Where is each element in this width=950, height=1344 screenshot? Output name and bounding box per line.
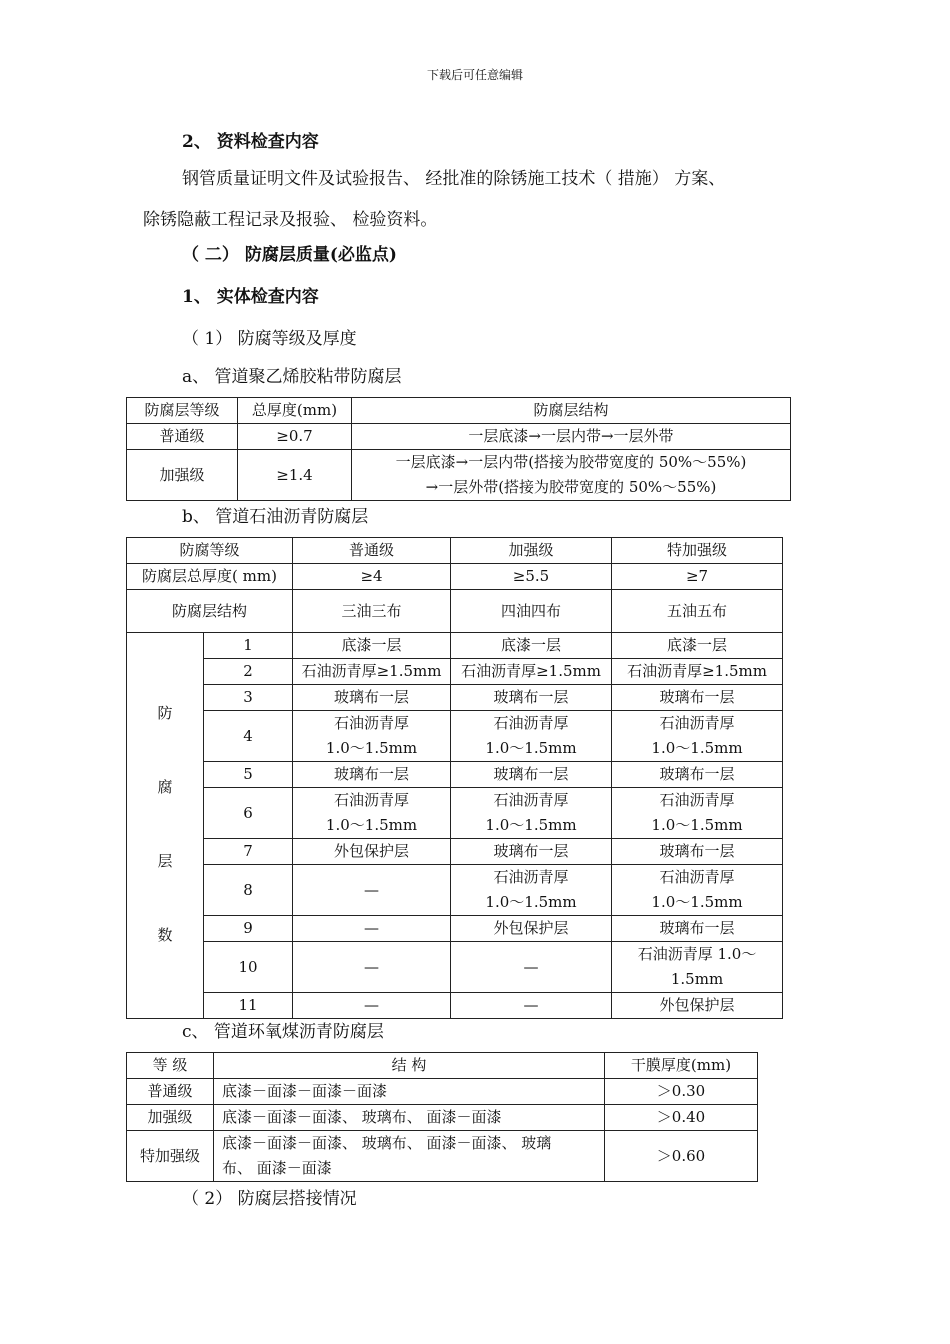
structure-cell: [352, 450, 791, 501]
layer-cell-line: 1.0～1.5mm: [485, 739, 577, 757]
layer-number-cell: 7: [204, 839, 293, 865]
layer-count-char: 防: [157, 704, 173, 722]
subsection-overlap: （ 2） 防腐层搭接情况: [182, 1189, 357, 1209]
table-row: [127, 659, 783, 685]
section-title-inspection: 1、 实体检查内容: [182, 287, 319, 307]
table-row: [127, 450, 791, 501]
header-cell: 防腐层等级: [127, 398, 238, 424]
header-cell: 等 级: [127, 1053, 214, 1079]
layer-cell-line: 1.0～1.5mm: [651, 816, 743, 834]
structure-label-cell: 防腐层结构: [127, 590, 293, 633]
grade-cell: 普通级: [127, 1079, 214, 1105]
table-petroleum-asphalt: [126, 537, 783, 1019]
layer-cell: [293, 865, 451, 916]
layer-cell: [293, 993, 451, 1019]
layer-cell-line: 1.0～1.5mm: [325, 816, 418, 834]
layer-cell: [451, 659, 612, 685]
layer-cell: [612, 685, 783, 711]
layer-cell: [612, 711, 783, 762]
header-cell: 干膜厚度(mm): [605, 1053, 758, 1079]
layer-cell-line: 石油沥青厚≥1.5mm: [627, 662, 767, 680]
paragraph-line-2: 除锈隐蔽工程记录及报验、 检验资料。: [143, 210, 438, 230]
table-row: [127, 1131, 758, 1182]
layer-cell-line: —: [523, 996, 539, 1014]
header-cell: 总厚度(mm): [238, 398, 352, 424]
layer-number-cell: 4: [204, 711, 293, 762]
layer-cell: [612, 788, 783, 839]
layer-cell: [612, 865, 783, 916]
layer-number-cell: 3: [204, 685, 293, 711]
grade-label-cell: 防腐等级: [127, 538, 293, 564]
layer-cell: [612, 942, 783, 993]
layer-cell-line: —: [364, 919, 380, 937]
layer-cell-line: 1.0～1.5mm: [485, 893, 577, 911]
layer-cell-line: 底漆一层: [667, 636, 728, 654]
layer-cell: [612, 839, 783, 865]
layer-cell-line: 底漆一层: [341, 636, 402, 654]
table-polyethylene-tape: [126, 397, 791, 501]
layer-cell-line: 玻璃布一层: [659, 919, 735, 937]
layer-number-cell: 8: [204, 865, 293, 916]
table-row: [127, 424, 791, 450]
layer-cell: [451, 839, 612, 865]
layer-cell-line: 玻璃布一层: [659, 688, 735, 706]
thickness-cell: ≥7: [612, 564, 783, 590]
grade-cell: 加强级: [127, 1105, 214, 1131]
layer-cell: [451, 993, 612, 1019]
page-header: 下载后可任意编辑: [426, 68, 523, 82]
thickness-cell: ＞0.40: [605, 1105, 758, 1131]
structure-cell: 底漆－面漆－面漆－面漆: [214, 1079, 605, 1105]
layer-cell-line: 石油沥青厚: [659, 714, 735, 732]
layer-cell-line: 玻璃布一层: [659, 765, 735, 783]
layer-cell-line: 1.0～1.5mm: [651, 739, 743, 757]
table-row: [127, 762, 783, 788]
layer-cell-line: 石油沥青厚: [493, 791, 569, 809]
layer-cell: [612, 762, 783, 788]
structure-cell: 五油五布: [612, 590, 783, 633]
table-row: [127, 1079, 758, 1105]
grade-cell: 加强级: [127, 450, 238, 501]
subtitle-table-c: c、 管道环氧煤沥青防腐层: [182, 1022, 384, 1042]
layer-cell-line: 石油沥青厚: [493, 714, 569, 732]
table-row: [127, 942, 783, 993]
layer-cell-line: —: [364, 957, 380, 976]
structure-cell: 一层底漆→一层内带→一层外带: [352, 424, 791, 450]
layer-cell: [293, 633, 451, 659]
table-row: [127, 839, 783, 865]
thickness-cell: ≥0.7: [238, 424, 352, 450]
table-row: [127, 916, 783, 942]
layer-number-cell: 11: [204, 993, 293, 1019]
section-title-coating: （ 二） 防腐层质量(必监点): [182, 245, 397, 265]
thickness-label-cell: 防腐层总厚度( mm): [127, 564, 293, 590]
layer-cell-line: 外包保护层: [659, 996, 735, 1014]
thickness-cell: ＞0.60: [605, 1131, 758, 1182]
thickness-cell: ≥1.4: [238, 450, 352, 501]
layer-cell: [451, 788, 612, 839]
structure-cell: 三油三布: [293, 590, 451, 633]
layer-cell-line: —: [523, 957, 539, 976]
layer-cell-line: 石油沥青厚≥1.5mm: [461, 662, 601, 680]
table-row: [127, 711, 783, 762]
layer-count-label: [127, 633, 204, 1019]
table-row: [127, 685, 783, 711]
layer-cell: [451, 711, 612, 762]
table-row: [127, 788, 783, 839]
layer-number-cell: 10: [204, 942, 293, 993]
layer-cell-line: —: [364, 880, 380, 899]
table-row: [127, 993, 783, 1019]
table-row: [127, 1053, 758, 1079]
layer-count-char: 层: [157, 852, 173, 870]
layer-cell-line: 玻璃布一层: [334, 765, 410, 783]
layer-cell: [612, 633, 783, 659]
table-row: [127, 590, 783, 633]
table-row: [127, 564, 783, 590]
subtitle-table-a: a、 管道聚乙烯胶粘带防腐层: [182, 367, 402, 387]
layer-cell: [451, 633, 612, 659]
thickness-cell: ≥4: [293, 564, 451, 590]
thickness-cell: ≥5.5: [451, 564, 612, 590]
layer-cell-line: —: [364, 996, 380, 1014]
layer-count-char: 腐: [157, 778, 173, 796]
layer-cell-line: 底漆一层: [501, 636, 562, 654]
grade-cell: 特加强级: [127, 1131, 214, 1182]
grade-cell: 特加强级: [612, 538, 783, 564]
table-row: [127, 1105, 758, 1131]
paragraph-line-1: 钢管质量证明文件及试验报告、 经批准的除锈施工技术（ 措施） 方案、: [182, 169, 726, 189]
layer-cell: [451, 685, 612, 711]
layer-cell-line: 玻璃布一层: [493, 688, 569, 706]
layer-cell: [612, 659, 783, 685]
layer-cell: [293, 685, 451, 711]
layer-cell: [612, 993, 783, 1019]
layer-cell-line: 玻璃布一层: [334, 688, 410, 706]
table-row: [127, 538, 783, 564]
layer-number-cell: 5: [204, 762, 293, 788]
structure-line: 底漆－面漆－面漆、 玻璃布、 面漆－面漆、 玻璃: [222, 1134, 552, 1152]
layer-cell: [451, 916, 612, 942]
grade-cell: 普通级: [127, 424, 238, 450]
layer-cell: [612, 916, 783, 942]
layer-cell-line: 1.0～1.5mm: [325, 739, 418, 757]
layer-number-cell: 6: [204, 788, 293, 839]
layer-cell: [293, 711, 451, 762]
layer-cell: [451, 865, 612, 916]
layer-cell-line: 石油沥青厚: [334, 791, 410, 809]
structure-cell: [214, 1131, 605, 1182]
table-epoxy-coal-tar: [126, 1052, 758, 1182]
layer-cell: [451, 942, 612, 993]
subsection-grade-thickness: （ 1） 防腐等级及厚度: [182, 329, 357, 349]
header-cell: 结 构: [214, 1053, 605, 1079]
layer-number-cell: 9: [204, 916, 293, 942]
section-title-materials: 2、 资料检查内容: [182, 132, 319, 152]
layer-cell-line: 石油沥青厚 1.0～: [637, 945, 757, 963]
layer-number-cell: 2: [204, 659, 293, 685]
layer-count-char: 数: [157, 926, 173, 944]
layer-cell-line: 石油沥青厚≥1.5mm: [301, 662, 442, 680]
layer-cell-line: 外包保护层: [493, 919, 569, 937]
layer-cell: [293, 839, 451, 865]
layer-rows: [127, 633, 783, 1019]
layer-cell: [293, 659, 451, 685]
structure-cell: 四油四布: [451, 590, 612, 633]
layer-cell-line: 玻璃布一层: [493, 765, 569, 783]
layer-cell-line: 玻璃布一层: [659, 842, 735, 860]
layer-cell-line: 1.0～1.5mm: [651, 893, 743, 911]
layer-cell: [293, 788, 451, 839]
table-row: [127, 633, 783, 659]
thickness-cell: ＞0.30: [605, 1079, 758, 1105]
structure-line: 布、 面漆－面漆: [222, 1159, 332, 1177]
layer-cell-line: 石油沥青厚: [659, 868, 735, 886]
structure-line: 一层底漆→一层内带(搭接为胶带宽度的 50%～55%): [395, 453, 747, 471]
layer-number-cell: 1: [204, 633, 293, 659]
layer-cell-line: 石油沥青厚: [659, 791, 735, 809]
structure-line: →一层外带(搭接为胶带宽度的 50%～55%): [425, 478, 717, 496]
layer-cell: [293, 762, 451, 788]
layer-cell-line: 石油沥青厚: [493, 868, 569, 886]
layer-cell-line: 1.0～1.5mm: [485, 816, 577, 834]
structure-cell: 底漆－面漆－面漆、 玻璃布、 面漆－面漆: [214, 1105, 605, 1131]
layer-cell: [293, 942, 451, 993]
layer-cell-line: 外包保护层: [334, 842, 410, 860]
table-row: [127, 865, 783, 916]
layer-cell: [293, 916, 451, 942]
layer-cell-line: 1.5mm: [670, 970, 724, 988]
layer-cell: [451, 762, 612, 788]
grade-cell: 普通级: [293, 538, 451, 564]
header-cell: 防腐层结构: [352, 398, 791, 424]
grade-cell: 加强级: [451, 538, 612, 564]
subtitle-table-b: b、 管道石油沥青防腐层: [182, 507, 369, 527]
layer-cell-line: 玻璃布一层: [493, 842, 569, 860]
layer-cell-line: 石油沥青厚: [334, 714, 410, 732]
